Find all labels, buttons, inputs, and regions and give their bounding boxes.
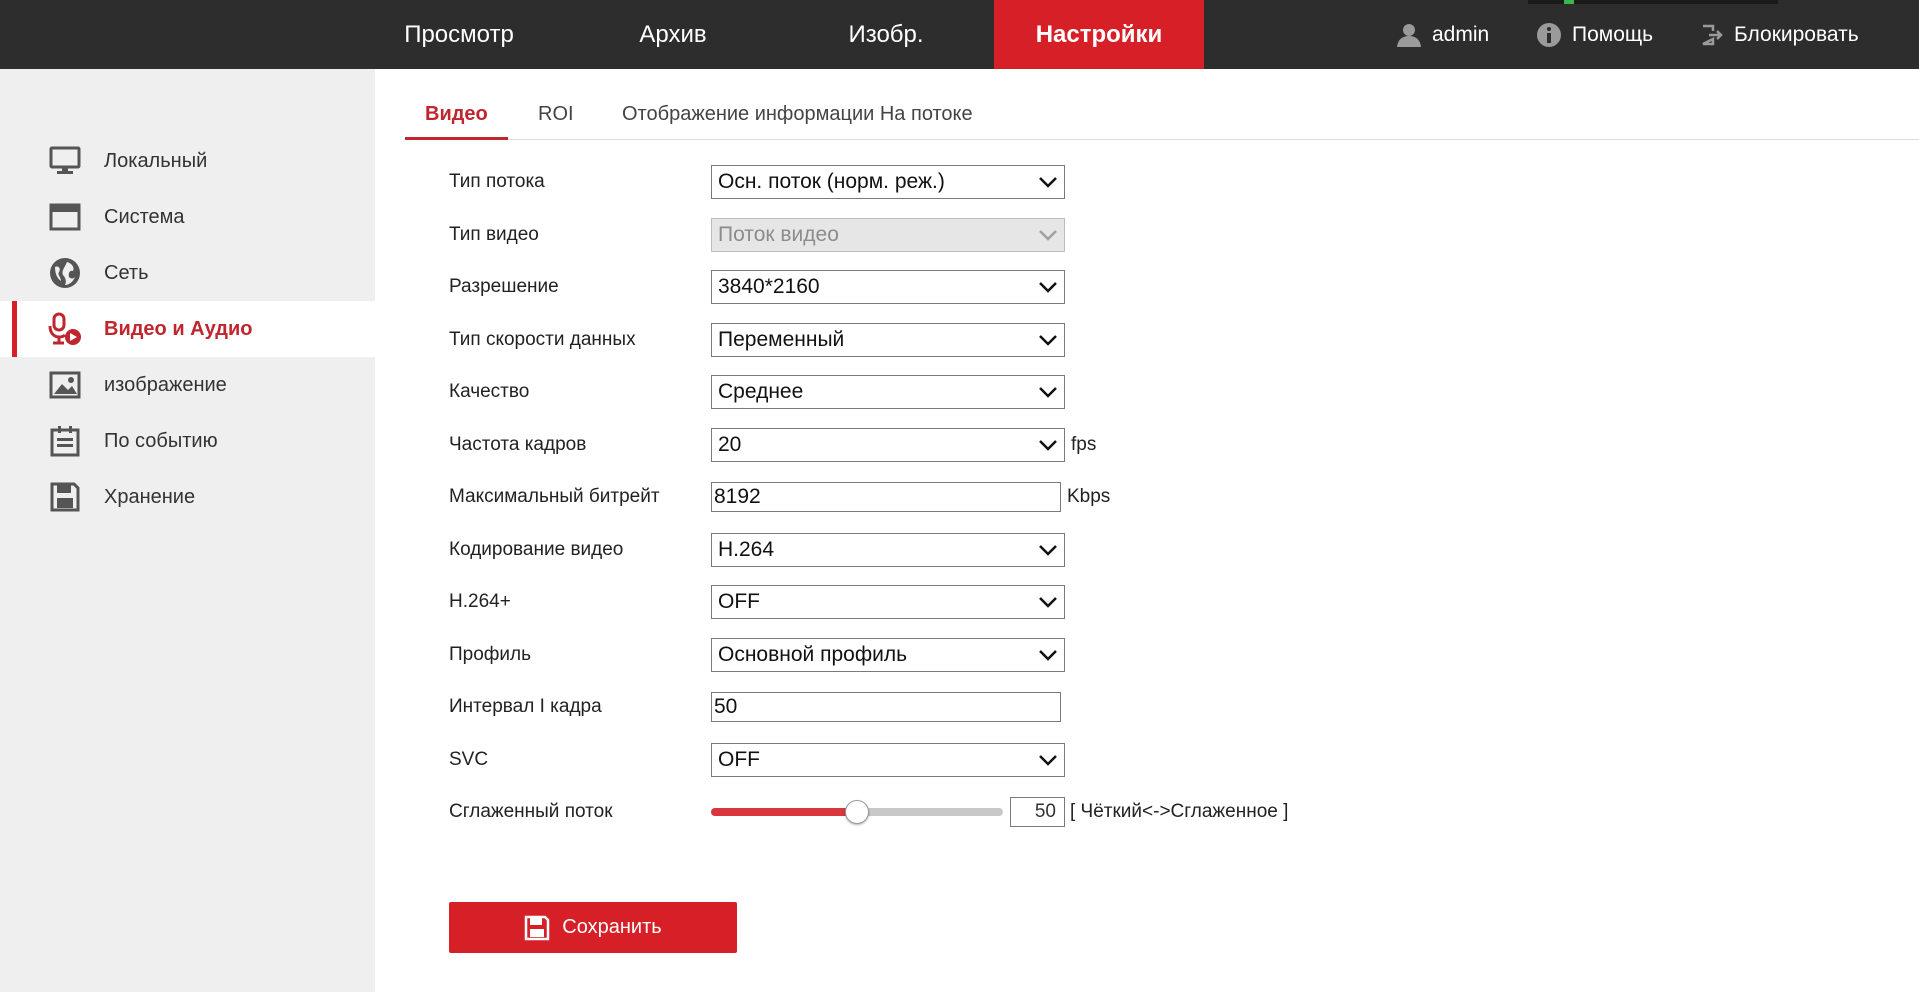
row-smoothing	[449, 795, 1449, 829]
smoothing-slider-fill	[711, 808, 857, 816]
max-bitrate-unit: Kbps	[1067, 486, 1111, 507]
smoothing-slider-handle[interactable]	[845, 800, 869, 824]
monitor-icon	[48, 144, 82, 178]
tab-video[interactable]: Видео	[405, 96, 508, 140]
info-icon	[1536, 22, 1562, 48]
chevron-down-icon	[1038, 174, 1058, 190]
row-svc	[449, 743, 1449, 777]
frame-rate-unit: fps	[1071, 434, 1097, 455]
tab-roi[interactable]: ROI	[538, 103, 574, 125]
lock-button[interactable]	[1700, 0, 1859, 69]
user-menu[interactable]	[1396, 0, 1489, 69]
save-button[interactable]	[449, 902, 737, 953]
video-encoding-label: Кодирование видео	[449, 539, 624, 560]
sidebar-item-video-audio[interactable]	[0, 301, 375, 357]
chevron-down-icon	[1038, 542, 1058, 558]
row-frame-rate	[449, 428, 1449, 462]
tab-bar	[405, 96, 1919, 140]
lock-label: Блокировать	[1734, 22, 1859, 46]
sidebar-item-label: Видео и Аудио	[104, 317, 253, 340]
svc-label: SVC	[449, 749, 489, 770]
bitrate-type-label: Тип скорости данных	[449, 329, 636, 350]
image-icon	[48, 368, 82, 402]
help-button[interactable]	[1536, 0, 1653, 69]
row-stream-type	[449, 165, 1449, 199]
frame-rate-label: Частота кадров	[449, 434, 587, 455]
bitrate-type-value: Переменный	[718, 328, 845, 351]
sidebar-item-image[interactable]	[0, 357, 375, 413]
video-encoding-value: H.264	[718, 538, 775, 561]
chevron-down-icon	[1038, 279, 1058, 295]
row-max-bitrate	[449, 480, 1449, 514]
h264plus-select[interactable]	[711, 585, 1065, 619]
quality-select[interactable]	[711, 375, 1065, 409]
save-label: Сохранить	[562, 916, 662, 938]
smoothing-hint: [ Чёткий<->Сглаженное ]	[1070, 801, 1289, 822]
resolution-select[interactable]	[711, 270, 1065, 304]
max-bitrate-label: Максимальный битрейт	[449, 486, 660, 507]
profile-value: Основной профиль	[718, 643, 908, 666]
sidebar-item-label: По событию	[104, 429, 218, 452]
row-resolution	[449, 270, 1449, 304]
resolution-label: Разрешение	[449, 276, 559, 297]
sidebar-item-label: Хранение	[104, 485, 196, 508]
svc-select[interactable]	[711, 743, 1065, 777]
mic-video-icon	[48, 312, 82, 346]
sidebar-item-network[interactable]	[0, 245, 375, 301]
smoothing-slider[interactable]	[711, 808, 1003, 816]
svc-value: OFF	[718, 748, 760, 771]
sidebar-item-label: Система	[104, 205, 185, 228]
video-type-value: Поток видео	[718, 223, 839, 246]
stream-type-label: Тип потока	[449, 171, 545, 192]
nav-live-view[interactable]: Просмотр	[404, 21, 514, 48]
quality-label: Качество	[449, 381, 530, 402]
chevron-down-icon	[1038, 594, 1058, 610]
sidebar-item-storage[interactable]	[0, 469, 375, 525]
chevron-down-icon	[1038, 332, 1058, 348]
frame-rate-value: 20	[718, 433, 742, 456]
sidebar-item-label: Сеть	[104, 261, 149, 284]
row-video-encoding	[449, 533, 1449, 567]
sidebar-item-event[interactable]	[0, 413, 375, 469]
quality-value: Среднее	[718, 380, 804, 403]
sidebar	[0, 69, 375, 992]
floppy-icon	[524, 915, 550, 941]
row-profile	[449, 638, 1449, 672]
chevron-down-icon	[1038, 227, 1058, 243]
sidebar-item-label: Локальный	[104, 149, 208, 172]
video-type-label: Тип видео	[449, 224, 539, 245]
user-icon	[1396, 22, 1422, 48]
smoothing-label: Сглаженный поток	[449, 801, 613, 822]
h264plus-label: H.264+	[449, 591, 511, 612]
row-video-type	[449, 218, 1449, 252]
stream-type-value: Осн. поток (норм. реж.)	[718, 170, 945, 193]
globe-icon	[48, 256, 82, 290]
row-h264plus	[449, 585, 1449, 619]
help-label: Помощь	[1572, 22, 1654, 46]
chevron-down-icon	[1038, 647, 1058, 663]
top-bar	[0, 0, 1919, 69]
bitrate-type-select[interactable]	[711, 323, 1065, 357]
chevron-down-icon	[1038, 384, 1058, 400]
i-frame-interval-label: Интервал I кадра	[449, 696, 602, 717]
resolution-value: 3840*2160	[718, 275, 820, 298]
h264plus-value: OFF	[718, 590, 760, 613]
sidebar-item-local[interactable]	[0, 133, 375, 189]
video-encoding-select[interactable]	[711, 533, 1065, 567]
tab-stream-info[interactable]: Отображение информации На потоке	[622, 103, 973, 125]
max-bitrate-input[interactable]: 8192	[711, 482, 1061, 512]
profile-label: Профиль	[449, 644, 532, 665]
window-icon	[48, 200, 82, 234]
calendar-icon	[48, 424, 82, 458]
row-quality	[449, 375, 1449, 409]
video-type-select	[711, 218, 1065, 252]
i-frame-interval-input[interactable]: 50	[711, 692, 1061, 722]
frame-rate-select[interactable]	[711, 428, 1065, 462]
floppy-icon	[48, 480, 82, 514]
user-name: admin	[1432, 22, 1490, 46]
smoothing-value-input[interactable]: 50	[1010, 797, 1065, 827]
logout-icon	[1700, 23, 1724, 47]
sidebar-item-system[interactable]	[0, 189, 375, 245]
profile-select[interactable]	[711, 638, 1065, 672]
nav-playback[interactable]: Архив	[639, 21, 707, 48]
sidebar-item-label: изображение	[104, 373, 227, 396]
nav-picture[interactable]: Изобр.	[848, 21, 924, 48]
stream-type-select[interactable]	[711, 165, 1065, 199]
chevron-down-icon	[1038, 437, 1058, 453]
chevron-down-icon	[1038, 752, 1058, 768]
nav-configuration[interactable]: Настройки	[994, 0, 1204, 69]
row-i-frame-interval	[449, 690, 1449, 724]
row-bitrate-type	[449, 323, 1449, 357]
